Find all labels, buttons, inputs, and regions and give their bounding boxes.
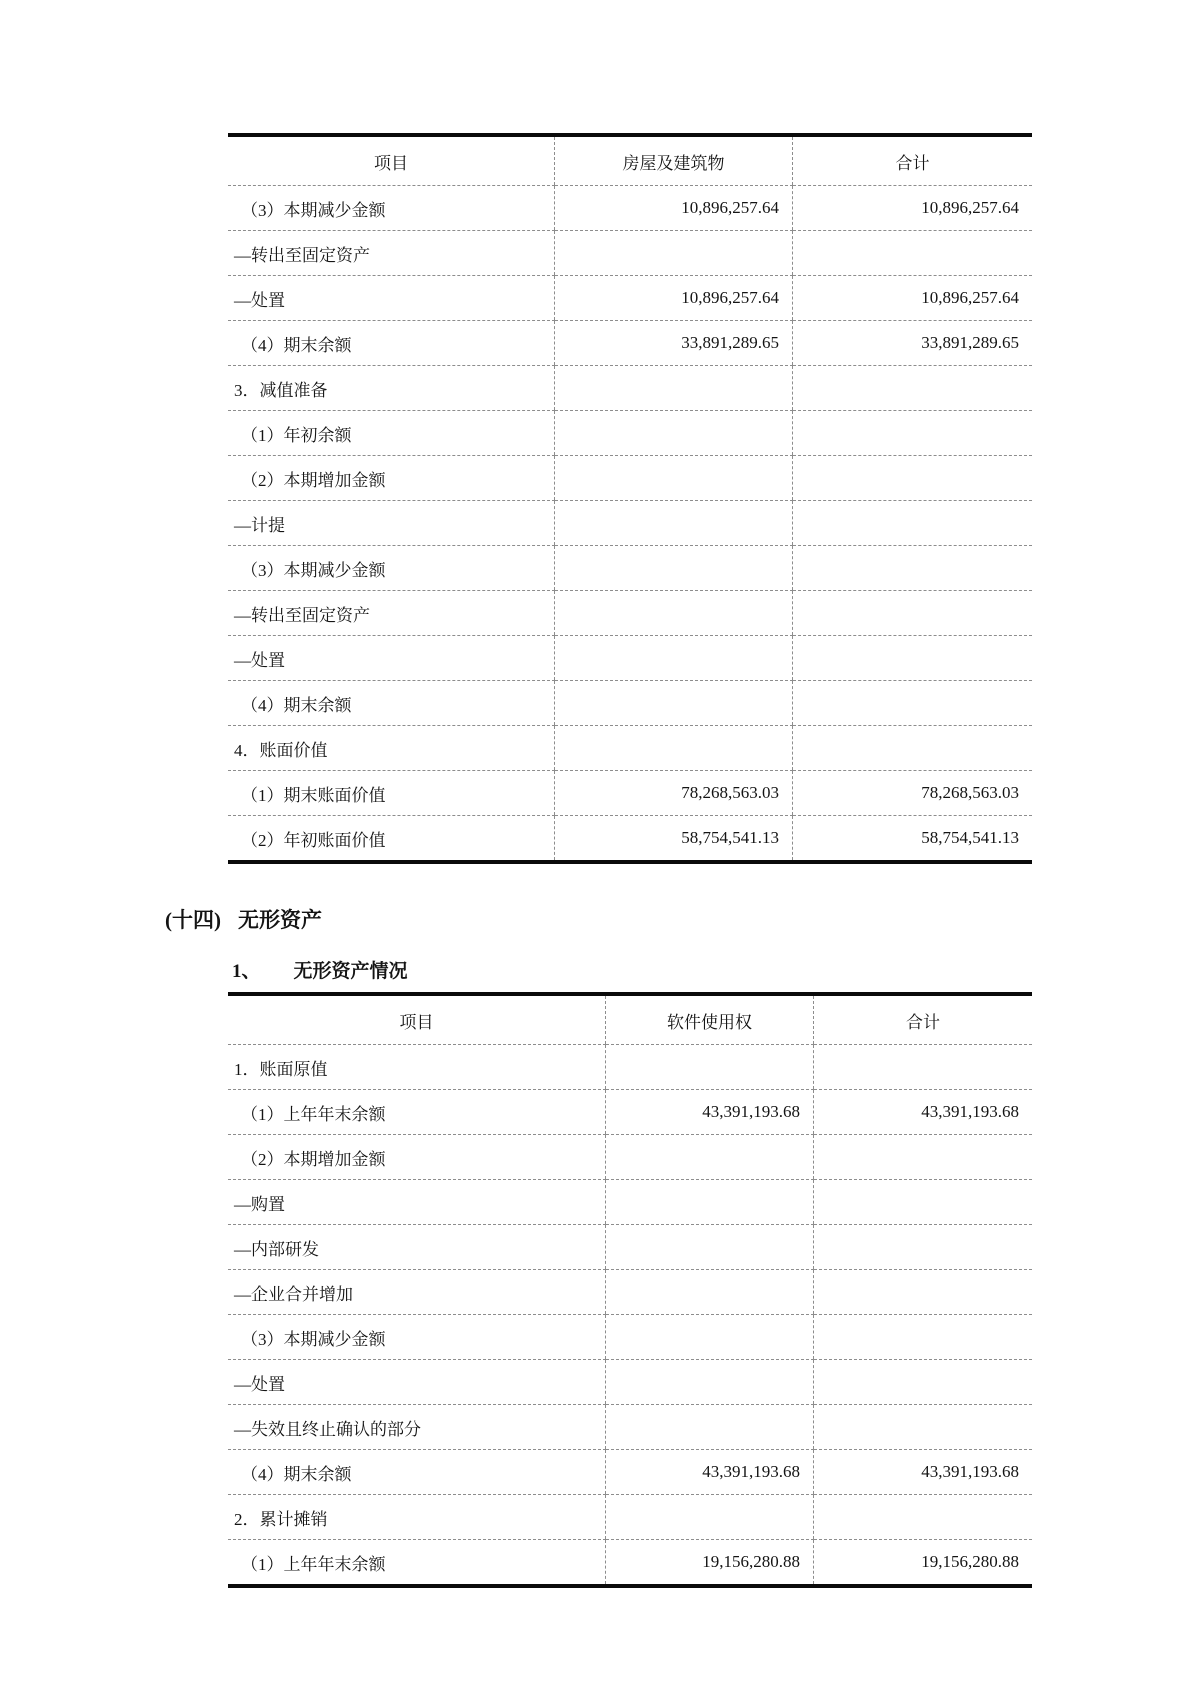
cell-value [814,1180,1033,1225]
cell-value: 10,896,257.64 [793,186,1033,231]
cell-value [793,546,1033,591]
cell-value: 43,391,193.68 [606,1090,814,1135]
row-label: （2）本期增加金额 [228,456,555,501]
row-label: （4）期末余额 [228,681,555,726]
row-label: —转出至固定资产 [228,591,555,636]
row-label: （1）年初余额 [228,411,555,456]
row-label: —处置 [228,276,555,321]
cell-value [814,1045,1033,1090]
cell-value [814,1495,1033,1540]
cell-value [606,1225,814,1270]
cell-value [793,681,1033,726]
cell-value [606,1135,814,1180]
cell-value: 10,896,257.64 [555,276,793,321]
section-title: 无形资产 [238,908,322,932]
cell-value [793,726,1033,771]
cell-value: 10,896,257.64 [793,276,1033,321]
cell-value [555,501,793,546]
cell-value: 19,156,280.88 [606,1540,814,1587]
row-label: （3）本期减少金额 [228,1315,606,1360]
row-label: （1）上年年末余额 [228,1090,606,1135]
cell-value [814,1270,1033,1315]
column-header: 软件使用权 [606,994,814,1045]
cell-value: 58,754,541.13 [793,816,1033,863]
table-row [228,1495,1032,1540]
cell-value [814,1360,1033,1405]
cell-value: 43,391,193.68 [606,1450,814,1495]
row-label: （1）上年年末余额 [228,1540,606,1587]
table-head [228,135,1032,186]
cell-value [793,591,1033,636]
cell-value: 58,754,541.13 [555,816,793,863]
table-row [228,1360,1032,1405]
table-row [228,636,1032,681]
table-row [228,591,1032,636]
table-row [228,681,1032,726]
cell-value [555,681,793,726]
row-label: 3．减值准备 [228,366,555,411]
row-label: （3）本期减少金额 [228,546,555,591]
page-content [165,133,1024,1588]
cell-value: 10,896,257.64 [555,186,793,231]
cell-value [814,1405,1033,1450]
cell-value [606,1180,814,1225]
row-label: 2．累计摊销 [228,1495,606,1540]
table-row [228,1045,1032,1090]
row-label: —内部研发 [228,1225,606,1270]
cell-value [793,456,1033,501]
table-body [228,186,1032,863]
row-label: （2）年初账面价值 [228,816,555,863]
row-label: —处置 [228,1360,606,1405]
table-row [228,1450,1032,1495]
header-row [228,994,1032,1045]
table-row [228,1135,1032,1180]
column-header: 合计 [793,135,1033,186]
column-header: 项目 [228,994,606,1045]
table-body [228,1045,1032,1587]
table-row [228,186,1032,231]
cell-value [606,1360,814,1405]
cell-value [793,366,1033,411]
table-row [228,1315,1032,1360]
table-row [228,816,1032,863]
cell-value: 78,268,563.03 [793,771,1033,816]
row-label: （3）本期减少金额 [228,186,555,231]
subsection-heading [232,958,1024,985]
row-label: —计提 [228,501,555,546]
cell-value [814,1135,1033,1180]
cell-value [606,1270,814,1315]
table-row [228,726,1032,771]
table-row [228,501,1032,546]
table-row [228,411,1032,456]
cell-value: 33,891,289.65 [793,321,1033,366]
cell-value [793,411,1033,456]
table-row [228,366,1032,411]
cell-value: 43,391,193.68 [814,1090,1033,1135]
cell-value: 43,391,193.68 [814,1450,1033,1495]
table-row [228,1225,1032,1270]
cell-value [814,1225,1033,1270]
cell-value [793,501,1033,546]
row-label: —企业合并增加 [228,1270,606,1315]
fixed-assets-table [228,133,1032,864]
row-label: （1）期末账面价值 [228,771,555,816]
cell-value [555,366,793,411]
subsection-number: 1、 [232,961,261,982]
intangible-assets-table [228,992,1032,1588]
row-label: （4）期末余额 [228,1450,606,1495]
cell-value [555,591,793,636]
row-label: （4）期末余额 [228,321,555,366]
cell-value [793,231,1033,276]
cell-value [555,456,793,501]
cell-value [555,726,793,771]
column-header: 项目 [228,135,555,186]
row-label: 4．账面价值 [228,726,555,771]
row-label: —购置 [228,1180,606,1225]
table-row [228,771,1032,816]
table-row [228,1540,1032,1587]
row-label: （2）本期增加金额 [228,1135,606,1180]
cell-value: 19,156,280.88 [814,1540,1033,1587]
row-label: —转出至固定资产 [228,231,555,276]
cell-value [606,1405,814,1450]
section-number: (十四) [165,908,221,932]
cell-value [555,231,793,276]
table-row [228,276,1032,321]
column-header: 合计 [814,994,1033,1045]
header-row [228,135,1032,186]
table-row [228,321,1032,366]
table-row [228,231,1032,276]
table-row [228,1090,1032,1135]
cell-value: 33,891,289.65 [555,321,793,366]
section-heading [165,906,1024,934]
cell-value [606,1315,814,1360]
cell-value [606,1495,814,1540]
cell-value [814,1315,1033,1360]
column-header: 房屋及建筑物 [555,135,793,186]
table-row [228,1270,1032,1315]
cell-value [793,636,1033,681]
cell-value [606,1045,814,1090]
table-row [228,1405,1032,1450]
cell-value [555,411,793,456]
table-head [228,994,1032,1045]
cell-value [555,546,793,591]
table-row [228,456,1032,501]
subsection-title: 无形资产情况 [293,961,408,982]
cell-value: 78,268,563.03 [555,771,793,816]
cell-value [555,636,793,681]
row-label: 1．账面原值 [228,1045,606,1090]
row-label: —失效且终止确认的部分 [228,1405,606,1450]
row-label: —处置 [228,636,555,681]
table-row [228,1180,1032,1225]
table-row [228,546,1032,591]
